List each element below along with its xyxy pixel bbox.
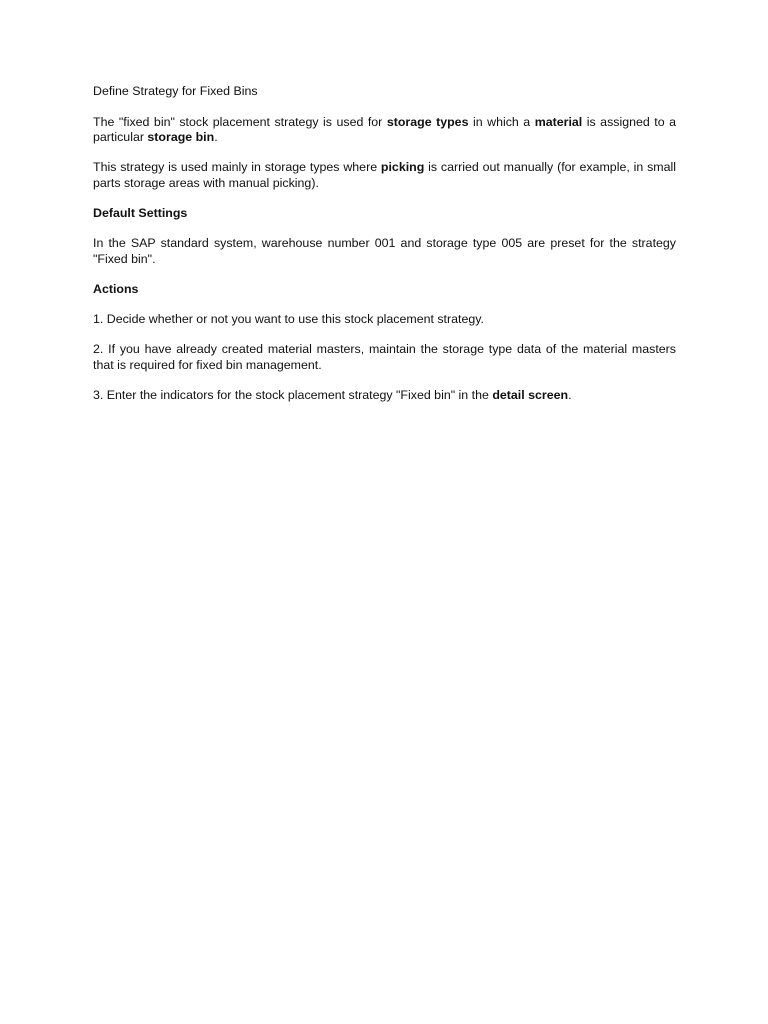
step3-text-2: . xyxy=(568,387,572,402)
material-term: material xyxy=(534,114,583,129)
step3-text-1: 3. Enter the indicators for the stock placement strategy "Fixed bin" in the xyxy=(93,387,493,402)
actions-heading: Actions xyxy=(93,281,139,296)
storage-types-term: storage types xyxy=(386,114,469,129)
default-settings-heading: Default Settings xyxy=(93,205,188,220)
intro-text-1: The "fixed bin" stock placement strategy is used for xyxy=(93,114,387,129)
action-step-2: 2. If you have already created material masters, maintain the storage type data of the material masters that is required for fixed bin management. xyxy=(93,342,676,372)
document-title: Define Strategy for Fixed Bins xyxy=(93,84,258,98)
usage-text-1: This strategy is used mainly in storage types where xyxy=(93,160,381,174)
intro-text-2: in which a xyxy=(468,114,535,129)
intro-text-3: is assigned to a particular xyxy=(93,114,677,144)
intro-paragraph xyxy=(93,115,676,146)
usage-paragraph xyxy=(93,160,676,191)
action-step-3 xyxy=(93,388,676,404)
default-settings-paragraph: In the SAP standard system, warehouse number 001 and storage type 005 are preset for the strategy "Fixed bin". xyxy=(93,236,676,266)
intro-text-4: . xyxy=(214,130,218,144)
detail-screen-term: detail screen xyxy=(492,387,569,402)
action-step-1: 1. Decide whether or not you want to use this stock placement strategy. xyxy=(93,312,484,326)
usage-text-2: is carried out manually (for example, in small parts storage areas with manual picking). xyxy=(93,160,676,190)
document-page xyxy=(93,84,676,418)
storage-bin-term: storage bin xyxy=(147,130,215,144)
picking-term: picking xyxy=(380,160,425,174)
